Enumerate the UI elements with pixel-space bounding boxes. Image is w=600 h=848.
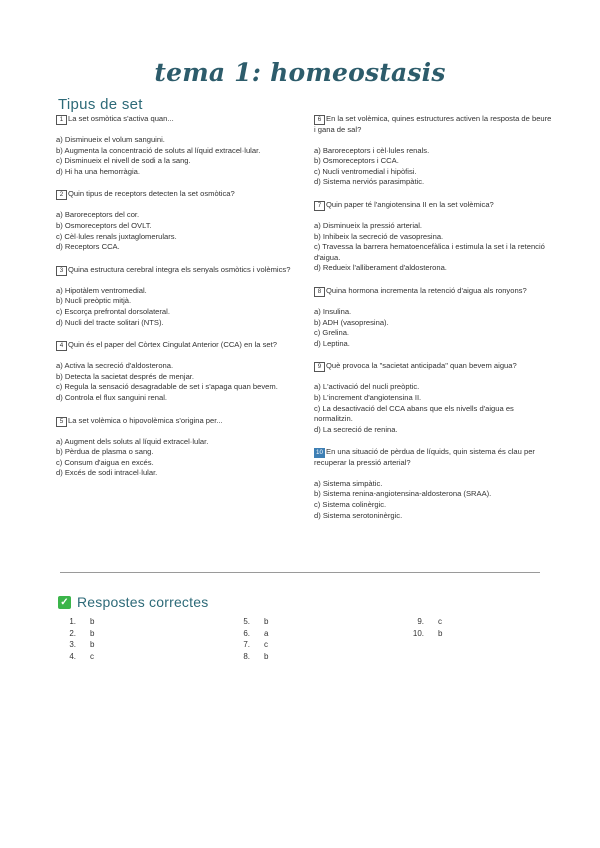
spacer <box>314 372 554 382</box>
answer-number: 3. <box>69 640 76 650</box>
answers-column-3 <box>406 616 442 639</box>
spacer <box>314 211 554 221</box>
question-number-badge: 7 <box>314 201 325 211</box>
answer-option: c) La desactivació del CCA abans que els nivells d'aigua es normalitzin. <box>314 403 514 424</box>
page-title: tema 1: homeostasis <box>154 58 446 87</box>
answer-letter: a <box>264 628 269 638</box>
answer-option: b) L'increment d'angiotensina II. <box>314 392 422 402</box>
spacer <box>56 351 306 361</box>
answer-option: a) Disminueix el volum sanguini. <box>56 135 165 144</box>
answer-number: 8. <box>243 651 250 661</box>
answer-letter: b <box>90 628 95 638</box>
answer-option: c) Grelina. <box>314 328 350 338</box>
answers-title: Respostes correctes <box>77 594 209 610</box>
answer-option: c) Travessa la barrera hematoencefàlica i estimula la set i la retenció d'aigua. <box>314 242 545 262</box>
answer-row <box>58 651 94 663</box>
answer-option: c) Disminueix el nivell de sodi a la sang. <box>56 156 191 166</box>
answer-option: a) Disminueix la pressió arterial. <box>314 220 423 230</box>
answer-option: a) Insulina. <box>314 306 352 316</box>
question-label: La set osmòtica s'activa quan... <box>68 114 174 123</box>
answer-option: b) Osmoreceptors i CCA. <box>314 156 399 166</box>
answer-option: a) Sistema simpàtic. <box>314 478 383 488</box>
question-block <box>56 114 306 177</box>
spacer <box>56 125 306 135</box>
question-number-badge: 9 <box>314 362 325 372</box>
answer-option: b) Nucli preòptic mitjà. <box>56 296 132 306</box>
question-number-badge: 3 <box>56 266 67 276</box>
questions-left-column <box>56 114 306 491</box>
answer-option: d) Redueix l'alliberament d'aldosterona. <box>314 263 447 273</box>
question-label: Quina hormona incrementa la retenció d'aigua als ronyons? <box>326 285 527 295</box>
question-block <box>314 200 554 274</box>
answer-option: b) Pèrdua de plasma o sang. <box>56 447 154 457</box>
question-block <box>314 361 554 435</box>
answer-option: c) Sistema colinèrgic. <box>314 500 387 510</box>
answer-letter: b <box>90 640 95 650</box>
question-text <box>56 189 306 200</box>
answer-option: d) Sistema serotoninèrgic. <box>314 510 403 520</box>
question-label: Quin tipus de receptors detecten la set osmòtica? <box>68 189 235 199</box>
answer-number: 4. <box>69 651 76 661</box>
spacer <box>314 297 554 307</box>
answer-letter: b <box>264 617 269 626</box>
answer-letter: c <box>264 640 268 650</box>
question-label: Quina estructura cerebral integra els senyals osmòtics i volèmics? <box>68 264 291 274</box>
question-text <box>314 114 554 136</box>
answer-number: 10. <box>412 628 424 638</box>
question-block <box>56 189 306 252</box>
spacer <box>56 276 306 286</box>
answer-number: 1. <box>69 617 76 626</box>
answer-row <box>232 639 268 651</box>
answer-option: c) Regula la sensació desagradable de set i s'apaga quan bevem. <box>56 382 278 392</box>
question-label: Què provoca la "sacietat anticipada" quan bevem aigua? <box>326 361 517 371</box>
answer-letter: b <box>438 628 443 638</box>
question-number-badge: 10 <box>314 448 325 458</box>
question-label: Quin paper té l'angiotensina II en la set volèmica? <box>326 199 494 209</box>
question-label: En una situació de pèrdua de líquids, quin sistema és clau per recuperar la pressió arterial? <box>314 447 535 468</box>
spacer <box>314 469 554 479</box>
answer-option: a) Activa la secreció d'aldosterona. <box>56 361 174 371</box>
answers-column-2 <box>232 616 268 662</box>
answer-row <box>232 628 268 640</box>
answer-row <box>406 616 442 628</box>
answer-option: d) La secreció de renina. <box>314 424 398 434</box>
question-number-badge: 4 <box>56 341 67 351</box>
answer-option: c) Consum d'aigua en excés. <box>56 457 154 467</box>
answer-number: 9. <box>417 617 424 626</box>
question-label: La set volèmica o hipovolèmica s'origina per... <box>68 415 223 425</box>
answer-option: a) Augment dels soluts al líquid extracel·lular. <box>56 436 209 446</box>
question-label: En la set volèmica, quines estructures activen la resposta de beure i gana de sal? <box>314 114 552 134</box>
question-text <box>314 200 554 211</box>
answer-number: 6. <box>243 628 250 638</box>
answer-row <box>232 651 268 663</box>
question-block <box>56 340 306 403</box>
spacer <box>314 136 554 146</box>
spacer <box>56 200 306 210</box>
question-block <box>314 286 554 349</box>
answer-option: a) Hipotàlem ventromedial. <box>56 285 147 295</box>
answer-number: 5. <box>243 617 250 626</box>
answers-heading <box>58 594 208 610</box>
answer-row <box>232 616 268 628</box>
answer-option: b) Sistema renina-angiotensina-aldosterona (SRAA). <box>314 489 492 499</box>
answer-number: 2. <box>69 628 76 638</box>
answer-option: d) Controla el flux sanguini renal. <box>56 392 168 402</box>
question-text <box>56 416 306 427</box>
answer-letter: b <box>90 617 95 626</box>
answer-number: 7. <box>243 640 250 650</box>
answer-option: a) Baroreceptors i cèl·lules renals. <box>314 145 430 155</box>
question-text <box>56 340 306 351</box>
answer-option: b) Augmenta la concentració de soluts al líquid extracel·lular. <box>56 145 261 155</box>
answer-row <box>58 639 94 651</box>
answer-row <box>58 628 94 640</box>
question-label: Quin és el paper del Còrtex Cingulat Anterior (CCA) en la set? <box>68 340 277 350</box>
question-number-badge: 6 <box>314 115 325 125</box>
answer-option: c) Nucli ventromedial i hipòfisi. <box>314 166 417 176</box>
answer-option: c) Cèl·lules renals juxtaglomerulars. <box>56 231 177 241</box>
question-number-badge: 1 <box>56 115 67 125</box>
answer-option: b) Inhibeix la secreció de vasopresina. <box>314 231 444 241</box>
answer-option: c) Escorça prefrontal dorsolateral. <box>56 306 170 316</box>
questions-right-column <box>314 114 554 533</box>
answer-option: d) Hi ha una hemorràgia. <box>56 166 140 176</box>
question-number-badge: 2 <box>56 190 67 200</box>
answer-option: d) Nucli del tracte solitari (NTS). <box>56 317 164 327</box>
answer-option: d) Excés de sodi intracel·lular. <box>56 468 158 478</box>
answer-letter: c <box>90 651 94 661</box>
question-block <box>56 416 306 479</box>
answer-row <box>406 628 442 640</box>
answer-option: b) ADH (vasopresina). <box>314 317 389 327</box>
check-mark-icon: ✓ <box>58 596 71 609</box>
question-block <box>314 114 554 188</box>
answers-column-1 <box>58 616 94 662</box>
section-title: Tipus de set <box>58 96 143 113</box>
answer-option: d) Leptina. <box>314 338 350 348</box>
question-text <box>56 265 306 276</box>
answer-letter: b <box>264 651 269 661</box>
answer-row <box>58 616 94 628</box>
answer-letter: c <box>438 617 442 626</box>
question-block <box>314 447 554 521</box>
answer-option: b) Osmoreceptors del OVLT. <box>56 220 152 230</box>
spacer <box>56 427 306 437</box>
answer-option: a) Baroreceptors del cor. <box>56 210 140 220</box>
answer-option: d) Receptors CCA. <box>56 242 120 252</box>
answer-option: a) L'activació del nucli preòptic. <box>314 382 420 392</box>
question-block <box>56 265 306 328</box>
section-divider <box>60 572 540 573</box>
question-text <box>314 447 554 469</box>
answer-option: b) Detecta la sacietat després de menjar. <box>56 371 195 381</box>
question-text <box>314 286 554 297</box>
question-text <box>314 361 554 372</box>
question-number-badge: 8 <box>314 287 325 297</box>
answer-option: d) Sistema nerviós parasimpàtic. <box>314 177 425 187</box>
question-text <box>56 114 306 125</box>
question-number-badge: 5 <box>56 417 67 427</box>
